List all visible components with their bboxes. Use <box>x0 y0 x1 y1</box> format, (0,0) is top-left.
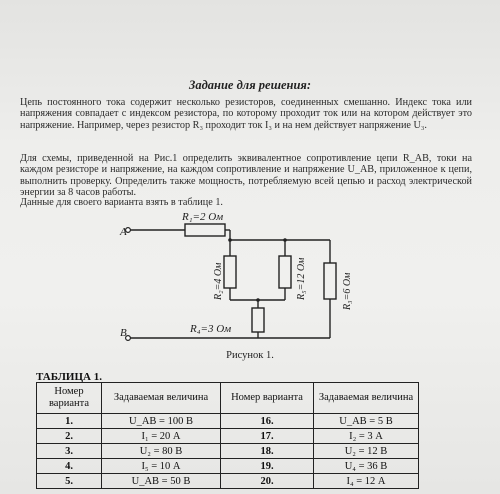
table-header-row <box>37 383 419 414</box>
header-variant-number-2: Номер варианта <box>221 383 314 414</box>
given-value: U_AB = 5 В <box>314 414 419 429</box>
variant-number: 4. <box>37 459 102 474</box>
variant-number: 3. <box>37 444 102 459</box>
r4-label: R₄=3 Ом <box>190 323 232 335</box>
figure-caption: Рисунок 1. <box>226 350 274 361</box>
given-value: I₅ = 10 А <box>102 459 221 474</box>
r5-label: R₅=12 Ом <box>296 257 307 300</box>
header-given-value-2: Задаваемая величина <box>314 383 419 414</box>
given-value: U_AB = 50 В <box>102 474 221 489</box>
variant-number: 2. <box>37 429 102 444</box>
given-value: U₂ = 12 В <box>314 444 419 459</box>
variant-number: 19. <box>221 459 314 474</box>
variant-number: 1. <box>37 414 102 429</box>
variant-note: Данные для своего варианта взять в таблице 1. <box>20 197 223 208</box>
table-row <box>37 459 419 474</box>
r1-label: R₁=2 Ом <box>182 211 224 223</box>
given-value: I₄ = 12 А <box>314 474 419 489</box>
circuit-diagram <box>100 208 400 358</box>
variant-number: 18. <box>221 444 314 459</box>
node-b-label: B <box>120 327 127 339</box>
intro-paragraph: Цепь постоянного тока содержит несколько резисторов, соединенных смешанно. Индекс тока или напряжения совпадает с индексом резистора, по которому проходит ток или на котором действует это напряжение. Например, через резистор R₃ проходит ток I₃ и на нем действует напряжение U₃. <box>20 97 472 131</box>
table-row <box>37 429 419 444</box>
r3-label: R₃=6 Ом <box>342 272 353 310</box>
header-variant-number: Номер варианта <box>37 383 102 414</box>
given-value: I₁ = 20 А <box>102 429 221 444</box>
table-row <box>37 444 419 459</box>
given-value: U₂ = 80 В <box>102 444 221 459</box>
table-row <box>37 474 419 489</box>
given-value: U_AB = 100 В <box>102 414 221 429</box>
page-title: Задание для решения: <box>188 78 312 92</box>
variant-number: 5. <box>37 474 102 489</box>
variant-number: 16. <box>221 414 314 429</box>
variants-table <box>36 382 419 489</box>
table-title: ТАБЛИЦА 1. <box>36 371 102 383</box>
r2-label: R₂=4 Ом <box>213 262 224 300</box>
node-a-label: A <box>120 226 127 238</box>
variant-number: 17. <box>221 429 314 444</box>
given-value: U₄ = 36 В <box>314 459 419 474</box>
given-value: I₂ = 3 А <box>314 429 419 444</box>
task-paragraph: Для схемы, приведенной на Рис.1 определить эквивалентное сопротивление цепи R_AB, токи на каждом резисторе и напряжение, на каждом сопротивление и напряжение U_AB, приложенное к цепи, выполнить проверку. Определить также мощность, потребляемую всей цепью и расход электрической энергии за 8 часов работы. <box>20 153 472 198</box>
table-row <box>37 414 419 429</box>
variant-number: 20. <box>221 474 314 489</box>
header-given-value: Задаваемая величина <box>102 383 221 414</box>
